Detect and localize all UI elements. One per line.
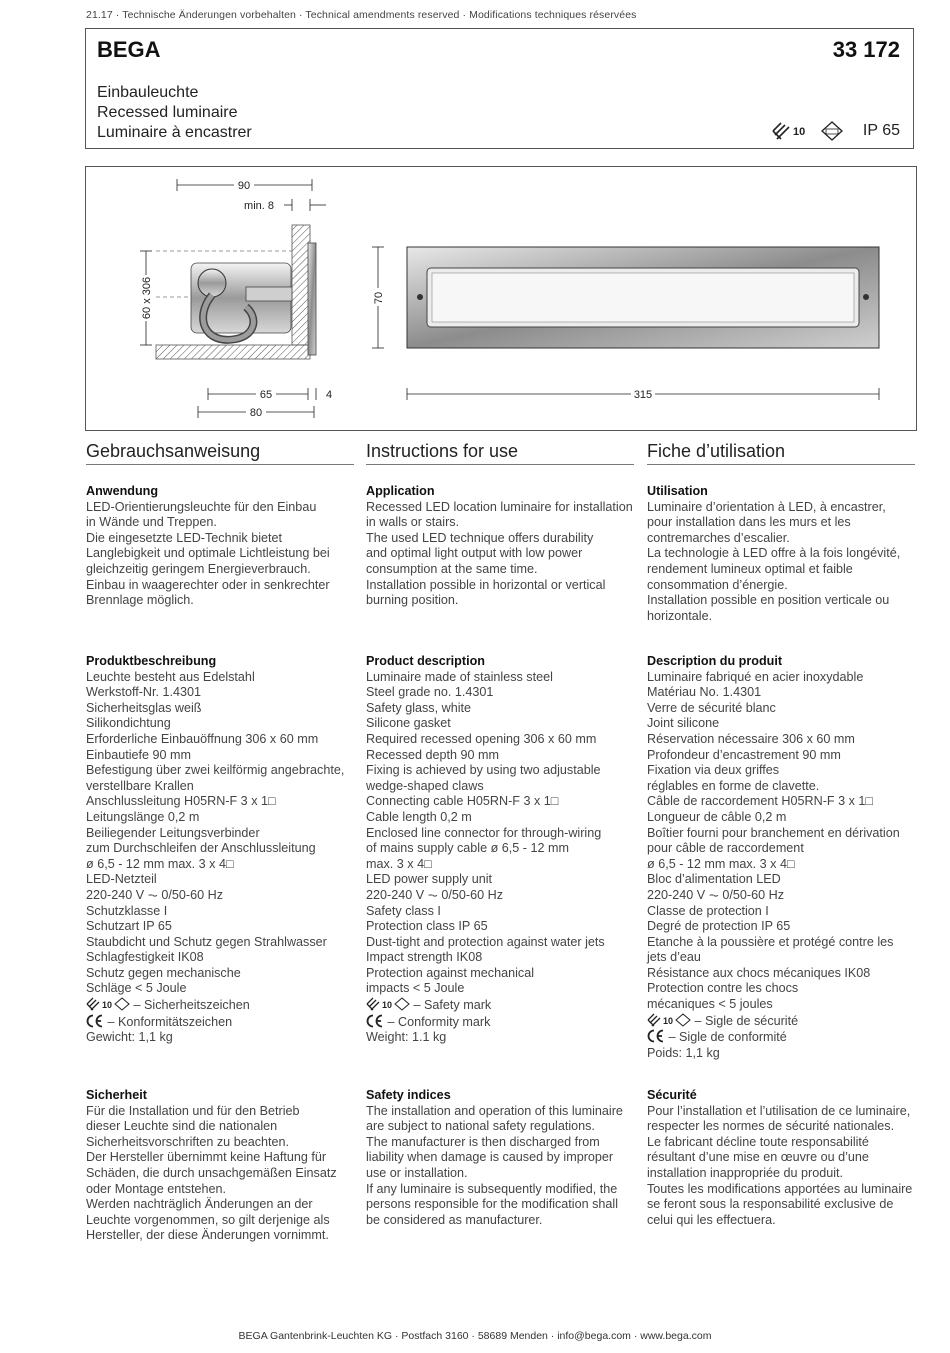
text-line: Installation possible en position verticale ou bbox=[647, 593, 890, 608]
conformity-mark-text: – Conformity mark bbox=[387, 1014, 491, 1029]
text-line: La technologie à LED offre à la fois longévité, bbox=[647, 546, 901, 561]
text-line: Schlagfestigkeit IK08 bbox=[86, 950, 204, 965]
text-line: Etanche à la poussière et protégé contre les bbox=[647, 934, 894, 949]
column-french bbox=[647, 438, 915, 1227]
text-line: Safety glass, white bbox=[366, 700, 471, 715]
text-line: 220-240 V ⏦ 0/50-60 Hz bbox=[86, 887, 224, 902]
text-line: Leitungslänge 0,2 m bbox=[86, 809, 200, 824]
text-line: Schläge < 5 Joule bbox=[86, 981, 187, 996]
text-line: Connecting cable H05RN-F 3 x 1□ bbox=[366, 794, 559, 809]
text-line: Einbautiefe 90 mm bbox=[86, 747, 192, 762]
text-line: pour installation dans les murs et les bbox=[647, 515, 851, 530]
section-product-description bbox=[647, 654, 915, 1061]
text-line: Sicherheitsglas weiß bbox=[86, 700, 202, 715]
text-line: Für die Installation und für den Betrieb bbox=[86, 1103, 300, 1118]
text-line: dieser Leuchte sind die nationalen bbox=[86, 1119, 278, 1134]
enec-mark-icon bbox=[86, 997, 130, 1011]
dimension-90: 90 bbox=[237, 180, 251, 192]
text-line: Cable length 0,2 m bbox=[366, 809, 472, 824]
text-line: Profondeur d’encastrement 90 mm bbox=[647, 747, 841, 762]
text-line: Boîtier fourni pour branchement en dérivation bbox=[647, 825, 900, 840]
section-title: Application bbox=[366, 484, 435, 498]
section-title: Produktbeschreibung bbox=[86, 654, 217, 668]
text-line: se feront sous la responsabilité exclusive de bbox=[647, 1197, 894, 1212]
text-line: ø 6,5 - 12 mm max. 3 x 4□ bbox=[86, 856, 234, 871]
text-line: Schäden, die durch unsachgemäßen Einsatz bbox=[86, 1165, 337, 1180]
brand-name: BEGA bbox=[97, 37, 161, 62]
svg-text:10: 10 bbox=[382, 1000, 393, 1011]
text-line: The used LED technique offers durability bbox=[366, 530, 594, 545]
dimension-315: 315 bbox=[633, 389, 653, 401]
text-line: burning position. bbox=[366, 593, 459, 608]
weight: Poids: 1,1 kg bbox=[647, 1045, 720, 1060]
text-line: Fixing is achieved by using two adjustable bbox=[366, 763, 601, 778]
text-line: Schutz gegen mechanische bbox=[86, 965, 241, 980]
section-title: Product description bbox=[366, 654, 485, 668]
text-line: 220-240 V ⏦ 0/50-60 Hz bbox=[366, 887, 504, 902]
text-line: Recessed LED location luminaire for installation bbox=[366, 499, 633, 514]
enec-mark-icon bbox=[366, 997, 410, 1011]
section-safety bbox=[86, 1088, 354, 1244]
text-line: are subject to national safety regulations. bbox=[366, 1119, 595, 1134]
text-line: Langlebigkeit und optimale Lichtleistung bei bbox=[86, 546, 330, 561]
section-title: Sécurité bbox=[647, 1088, 697, 1102]
safety-mark-line bbox=[366, 997, 634, 1014]
text-line: horizontale. bbox=[647, 608, 713, 623]
text-line: Brennlage möglich. bbox=[86, 593, 194, 608]
text-line: verstellbare Krallen bbox=[86, 778, 194, 793]
text-line: contremarches d’escalier. bbox=[647, 530, 790, 545]
text-line: gleichzeitig geringem Energieverbrauch. bbox=[86, 561, 311, 576]
text-line: installation inappropriée du produit. bbox=[647, 1165, 844, 1180]
amendments-notice: 21.17 · Technische Änderungen vorbehalten · Technical amendments reserved · Modifications techniques réservées bbox=[86, 9, 637, 21]
certification-marks bbox=[771, 121, 900, 141]
weight: Gewicht: 1,1 kg bbox=[86, 1030, 173, 1045]
text-line: Anschlussleitung H05RN-F 3 x 1□ bbox=[86, 794, 276, 809]
text-line: Silikondichtung bbox=[86, 716, 171, 731]
text-line: LED power supply unit bbox=[366, 872, 493, 887]
conformity-mark-line bbox=[647, 1029, 915, 1046]
text-line: Erforderliche Einbauöffnung 306 x 60 mm bbox=[86, 731, 319, 746]
ce-mark-icon bbox=[647, 1029, 665, 1043]
text-line: Hersteller, der diese Änderungen vornimmt. bbox=[86, 1228, 329, 1243]
svg-text:10: 10 bbox=[663, 1015, 674, 1026]
text-line: Befestigung über zwei keilförmig angebrachte, bbox=[86, 763, 345, 778]
text-line: Longueur de câble 0,2 m bbox=[647, 809, 787, 824]
title-en: Recessed luminaire bbox=[97, 104, 238, 121]
text-line: Verre de sécurité blanc bbox=[647, 700, 776, 715]
text-line: pour câble de raccordement bbox=[647, 841, 804, 856]
enec-mark-icon bbox=[771, 121, 815, 141]
text-line: Enclosed line connector for through-wiring bbox=[366, 825, 602, 840]
text-line: persons responsible for the modification shall bbox=[366, 1197, 619, 1212]
text-line: Installation possible in horizontal or vertical bbox=[366, 577, 606, 592]
text-line: Der Hersteller übernimmt keine Haftung für bbox=[86, 1150, 327, 1165]
text-line: Luminaire fabriqué en acier inoxydable bbox=[647, 669, 864, 684]
section-title: Anwendung bbox=[86, 484, 159, 498]
column-heading: Gebrauchsanweisung bbox=[86, 438, 354, 465]
section-application bbox=[647, 484, 915, 624]
text-line: zum Durchschleifen der Anschlussleitung bbox=[86, 841, 316, 856]
text-line: résultant d’une mise en œuvre ou d’une bbox=[647, 1150, 869, 1165]
safety-mark-line bbox=[647, 1013, 915, 1030]
dimension-4: 4 bbox=[326, 389, 333, 401]
safety-mark-text: – Sigle de sécurité bbox=[694, 1013, 799, 1028]
ip-rating: IP 65 bbox=[862, 122, 900, 139]
text-line: Required recessed opening 306 x 60 mm bbox=[366, 731, 597, 746]
text-line: Leuchte besteht aus Edelstahl bbox=[86, 669, 255, 684]
text-line: in Wände und Treppen. bbox=[86, 515, 217, 530]
svg-text:10: 10 bbox=[102, 1000, 113, 1011]
text-line: Câble de raccordement H05RN-F 3 x 1□ bbox=[647, 794, 873, 809]
text-line: Réservation nécessaire 306 x 60 mm bbox=[647, 731, 855, 746]
text-line: max. 3 x 4□ bbox=[366, 856, 432, 871]
title-fr: Luminaire à encastrer bbox=[97, 124, 252, 141]
text-line: Toutes les modifications apportées au luminaire bbox=[647, 1181, 913, 1196]
conformity-mark-text: – Sigle de conformité bbox=[668, 1030, 787, 1045]
text-line: Staubdicht und Schutz gegen Strahlwasser bbox=[86, 934, 327, 949]
text-line: Matériau No. 1.4301 bbox=[647, 685, 762, 700]
column-english bbox=[366, 438, 634, 1227]
text-line: oder Montage entstehen. bbox=[86, 1181, 227, 1196]
safety-mark-text: – Sicherheitszeichen bbox=[133, 998, 250, 1013]
vde-mark-icon bbox=[821, 121, 843, 141]
text-line: Le fabricant décline toute responsabilité bbox=[647, 1134, 869, 1149]
section-title: Utilisation bbox=[647, 484, 708, 498]
text-line: rendement lumineux optimal et faible bbox=[647, 561, 853, 576]
text-line: LED-Orientierungsleuchte für den Einbau bbox=[86, 499, 317, 514]
text-line: Impact strength IK08 bbox=[366, 950, 483, 965]
text-line: Fixation via deux griffes bbox=[647, 763, 780, 778]
enec-mark-icon bbox=[647, 1013, 691, 1027]
text-line: Die eingesetzte LED-Technik bietet bbox=[86, 530, 283, 545]
conformity-mark-text: – Konformitätszeichen bbox=[107, 1014, 233, 1029]
text-line: celui qui les effectuera. bbox=[647, 1212, 776, 1227]
title-de: Einbauleuchte bbox=[97, 84, 199, 101]
text-line: Luminaire made of stainless steel bbox=[366, 669, 553, 684]
front-view bbox=[407, 247, 879, 348]
text-line: Beiliegender Leitungsverbinder bbox=[86, 825, 260, 840]
dimension-drawing bbox=[86, 167, 917, 431]
text-line: Steel grade no. 1.4301 bbox=[366, 685, 494, 700]
text-line: liability when damage is caused by improper bbox=[366, 1150, 614, 1165]
text-line: Recessed depth 90 mm bbox=[366, 747, 500, 762]
text-line: Résistance aux chocs mécaniques IK08 bbox=[647, 965, 871, 980]
text-line: Silicone gasket bbox=[366, 716, 451, 731]
text-line: The installation and operation of this luminaire bbox=[366, 1103, 623, 1118]
text-line: Protection contre les chocs bbox=[647, 981, 799, 996]
text-line: Classe de protection I bbox=[647, 903, 769, 918]
safety-mark-line bbox=[86, 997, 354, 1014]
side-view bbox=[156, 225, 316, 359]
technical-drawing bbox=[85, 166, 917, 431]
conformity-mark-line bbox=[86, 1014, 354, 1031]
column-german bbox=[86, 438, 354, 1243]
enec-number: 10 bbox=[792, 126, 806, 138]
text-line: The manufacturer is then discharged from bbox=[366, 1134, 600, 1149]
text-line: use or installation. bbox=[366, 1165, 468, 1180]
section-product-description bbox=[366, 654, 634, 1046]
text-line: Degré de protection IP 65 bbox=[647, 919, 791, 934]
text-line: Joint silicone bbox=[647, 716, 720, 731]
column-heading: Instructions for use bbox=[366, 438, 634, 465]
weight: Weight: 1.1 kg bbox=[366, 1030, 447, 1045]
section-safety bbox=[647, 1088, 915, 1228]
product-header bbox=[85, 28, 914, 149]
column-heading: Fiche d’utilisation bbox=[647, 438, 915, 465]
text-line: Protection class IP 65 bbox=[366, 919, 488, 934]
text-line: mécaniques < 5 joules bbox=[647, 997, 773, 1012]
section-product-description bbox=[86, 654, 354, 1046]
text-line: Pour l’installation et l’utilisation de ce luminaire, bbox=[647, 1103, 911, 1118]
product-titles bbox=[97, 83, 252, 143]
dimension-70: 70 bbox=[373, 291, 385, 305]
section-title: Description du produit bbox=[647, 654, 783, 668]
text-line: Leuchte vorgenommen, so gilt derjenige als bbox=[86, 1212, 330, 1227]
text-line: Einbau in waagerechter oder in senkrechter bbox=[86, 577, 330, 592]
ce-mark-icon bbox=[366, 1014, 384, 1028]
text-line: Dust-tight and protection against water jets bbox=[366, 934, 605, 949]
text-line: Protection against mechanical bbox=[366, 965, 535, 980]
dimension-65: 65 bbox=[259, 389, 273, 401]
dimension-min8: min. 8 bbox=[244, 200, 274, 212]
text-line: Schutzart IP 65 bbox=[86, 919, 172, 934]
text-line: Schutzklasse I bbox=[86, 903, 168, 918]
text-line: consommation d’énergie. bbox=[647, 577, 788, 592]
text-line: Werkstoff-Nr. 1.4301 bbox=[86, 685, 202, 700]
section-title: Safety indices bbox=[366, 1088, 451, 1102]
ce-mark-icon bbox=[86, 1014, 104, 1028]
section-application bbox=[366, 484, 634, 609]
text-line: Bloc d’alimentation LED bbox=[647, 872, 781, 887]
text-line: be considered as manufacturer. bbox=[366, 1212, 543, 1227]
dimension-80: 80 bbox=[249, 407, 263, 419]
text-line: Safety class I bbox=[366, 903, 441, 918]
text-line: respecter les normes de sécurité nationales. bbox=[647, 1119, 895, 1134]
text-line: and optimal light output with low power bbox=[366, 546, 583, 561]
text-line: Werden nachträglich Änderungen an der bbox=[86, 1197, 313, 1212]
text-line: wedge-shaped claws bbox=[366, 778, 484, 793]
section-title: Sicherheit bbox=[86, 1088, 147, 1102]
text-line: réglables en forme de clavette. bbox=[647, 778, 820, 793]
text-line: Sicherheitsvorschriften zu beachten. bbox=[86, 1134, 290, 1149]
text-line: impacts < 5 Joule bbox=[366, 981, 465, 996]
text-line: 220-240 V ⏦ 0/50-60 Hz bbox=[647, 887, 785, 902]
article-number: 33 172 bbox=[832, 37, 900, 62]
safety-mark-text: – Safety mark bbox=[413, 998, 492, 1013]
text-line: of mains supply cable ø 6,5 - 12 mm bbox=[366, 841, 569, 856]
section-safety bbox=[366, 1088, 634, 1228]
text-line: LED-Netzteil bbox=[86, 872, 157, 887]
dimension-60x306: 60 x 306 bbox=[141, 276, 153, 320]
text-line: Luminaire d’orientation à LED, à encastrer, bbox=[647, 499, 886, 514]
section-application bbox=[86, 484, 354, 609]
text-line: If any luminaire is subsequently modified, the bbox=[366, 1181, 618, 1196]
text-line: in walls or stairs. bbox=[366, 515, 460, 530]
conformity-mark-line bbox=[366, 1014, 634, 1031]
footer-address: BEGA Gantenbrink-Leuchten KG · Postfach 3160 · 58689 Menden · info@bega.com · www.bega.com bbox=[238, 1330, 712, 1342]
text-line: jets d’eau bbox=[647, 950, 701, 965]
text-line: consumption at the same time. bbox=[366, 561, 538, 576]
text-line: ø 6,5 - 12 mm max. 3 x 4□ bbox=[647, 856, 795, 871]
